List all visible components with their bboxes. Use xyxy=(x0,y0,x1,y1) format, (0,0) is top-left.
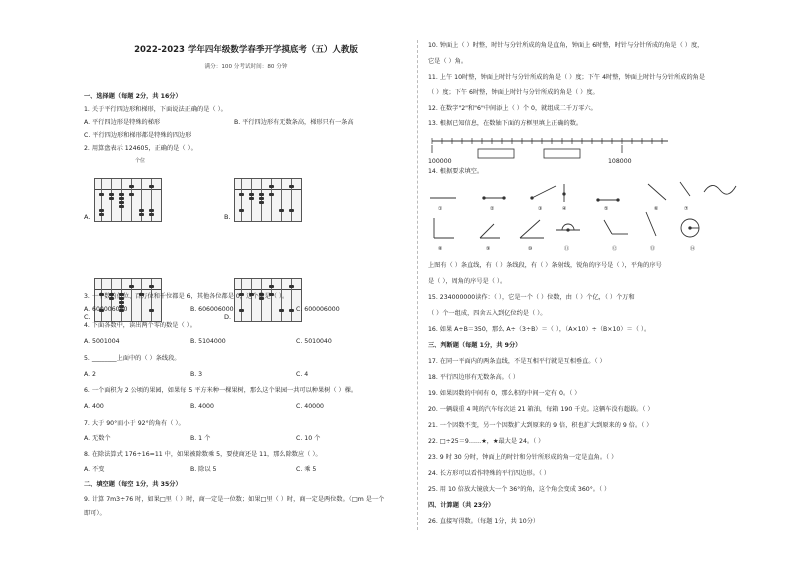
question-22: 22. □÷25＝9……★，★最大是 24。（ ） xyxy=(428,438,545,445)
question-15-cont: （ ）个一组成，四舍五入到亿位约是（ ）。 xyxy=(428,310,547,317)
abacus-b xyxy=(234,178,302,222)
q3-option-a: A. 600006000 xyxy=(84,306,128,313)
question-9: 9. 计算 7m3÷76 时，如果□里（ ）时，商一定是一位数；如果□里（ ）时，商一定是两位数。（□m 是一个 xyxy=(84,496,385,503)
question-18: 18. 平行四边形有无数条高。（ ） xyxy=(428,374,520,381)
question-15: 15. 234000000读作：（ ），它是一个（ ）位数，由（ ）个亿，（ ）个万和 xyxy=(428,294,635,301)
figure-number-label: ④ xyxy=(562,206,567,212)
question-14: 14. 根据要求填空。 xyxy=(428,168,484,175)
exam-info: 满分：100 分考试时间：80 分钟 xyxy=(204,64,288,70)
question-7: 7. 大于 90°而小于 92°的角有（ ）。 xyxy=(84,420,185,427)
q2-option-d: D. xyxy=(224,313,232,321)
q1-option-c: C. 平行四边形和梯形都是特殊的四边形 xyxy=(84,132,192,139)
answer-box-1 xyxy=(478,149,514,158)
question-11: 11. 上午 10时整，钟面上时针与分针所成的角是（ ）度；下午 4时整，钟面上时针与分针所成的角是 xyxy=(428,74,706,81)
q6-option-b: B. 4000 xyxy=(190,403,214,410)
figure-number-label: ⑬ xyxy=(650,246,656,252)
q1-option-b: B. 平行四边形有无数条高，梯形只有一条高 xyxy=(234,119,354,126)
question-10-cont: 它是（ ）角。 xyxy=(428,58,468,65)
section-fill-blank: 二、填空题（每空 1分，共 35分） xyxy=(84,481,182,488)
q1-option-a: A. 平行四边形是特殊的梯形 xyxy=(84,119,161,126)
figure-number-label: ⑭ xyxy=(690,246,696,252)
figure-number-label: ⑪ xyxy=(564,246,570,252)
question-6: 6. 一个面积为 2 公顷的果园，如果每 5 平方米种一棵果树，那么这个果园一共可以种果树（ ）棵。 xyxy=(84,387,358,394)
figure-number-label: ⑤ xyxy=(604,206,609,212)
figure-number-label: ⑧ xyxy=(438,246,443,252)
question-2: 2. 用算盘表示 124605，正确的是（ ）。 xyxy=(84,145,197,152)
figure-number-label: ⑥ xyxy=(654,206,659,212)
q7-option-b: B. 1 个 xyxy=(190,435,211,442)
q2-option-a: A. xyxy=(84,213,91,221)
q6-option-c: C. 40000 xyxy=(296,403,324,410)
question-21: 21. 一个因数不变，另一个因数扩大到原来的 9 倍，积也扩大到原来的 9 倍。（ ） xyxy=(428,422,653,429)
q8-option-b: B. 除以 5 xyxy=(190,466,217,473)
q6-option-a: A. 400 xyxy=(84,403,104,410)
question-4: 4. 下面各数中，读出两个零的数是（ ）。 xyxy=(84,322,196,329)
question-23: 23. 9 时 30 分时，钟面上的时针和分针所形成的角一定是直角。（ ） xyxy=(428,454,618,461)
question-16: 16. 如果 A÷B＝350，那么 A÷（3÷B）＝（ ），（A×10）÷（B×10）＝（ ）。 xyxy=(428,326,651,333)
question-13: 13. 根据已知信息，在数轴下面的方框里填上正确的数。 xyxy=(428,120,583,127)
question-9-cont: 即可）。 xyxy=(84,510,106,517)
q5-option-c: C. 4 xyxy=(296,371,309,378)
question-12: 12. 在数字"2"和"6"中间添上（ ）个 0，就组成二千万零六。 xyxy=(428,105,597,112)
figure-number-label: ① xyxy=(438,206,443,212)
answer-box-2 xyxy=(544,149,580,158)
question-25: 25. 用 10 倍放大镜放大一个 36°的角，这个角会变成 360°。（ ） xyxy=(428,486,611,493)
question-17: 17. 在同一平面内的两条直线，不是互相平行就是互相垂直。（ ） xyxy=(428,358,606,365)
question-20: 20. 一辆载重 4 吨的汽车每次运 21 箱油，每箱 190 千克。这辆车没有超载。（ ） xyxy=(428,406,654,413)
q5-option-b: B. 3 xyxy=(190,371,203,378)
question-19: 19. 如果因数的中间有 0，那么积的中间一定有 0。（ ） xyxy=(428,390,581,397)
q4-option-a: A. 5001004 xyxy=(84,338,120,345)
number-line xyxy=(428,131,678,163)
column-divider xyxy=(417,40,418,530)
q4-option-c: C. 5010040 xyxy=(296,338,332,345)
question-26: 26. 直接写得数。（每题 1分，共 10分） xyxy=(428,518,540,525)
abacus-a xyxy=(94,178,162,222)
figure-number-label: ⑦ xyxy=(684,206,689,212)
q4-option-b: B. 5104000 xyxy=(190,338,226,345)
section-true-false: 三、判断题（每题 1分，共 9分） xyxy=(428,342,522,349)
section-choice: 一、选择题（每题 2分，共 16分） xyxy=(84,93,182,100)
question-11-cont: （ ）度；下午 6时整，钟面上时针与分针所成的角是（ ）度。 xyxy=(428,89,599,96)
q5-option-a: A. 2 xyxy=(84,371,96,378)
q7-option-a: A. 无数个 xyxy=(84,435,111,442)
axis-label-left: 100000 xyxy=(428,158,452,165)
section-calculation: 四、计算题（共 23分） xyxy=(428,502,495,509)
figure-number-label: ③ xyxy=(538,206,543,212)
q3-option-b: B. 606006000 xyxy=(190,306,234,313)
page-title: 2022-2023 学年四年级数学春季开学摸底考（五）人教版 xyxy=(134,45,358,55)
question-14-answer-cont: 是（ ），周角的序号是（ ）。 xyxy=(428,278,507,285)
axis-label-right: 108000 xyxy=(608,158,632,165)
q3-option-c: C. 600006000 xyxy=(296,306,340,313)
figure-number-label: ② xyxy=(490,206,495,212)
question-1: 1. 关于平行四边形和梯形，下面说法正确的是（ ）。 xyxy=(84,106,227,113)
question-14-answer: 上图有（ ）条直线，有（ ）条线段，有（ ）条射线，锐角的序号是（ ），平角的序号 xyxy=(428,262,662,269)
q2-option-c: C. xyxy=(84,313,91,321)
question-5: 5. ________上面中的（ ）条线段。 xyxy=(84,355,181,362)
digit-position-label: 个位 xyxy=(135,158,146,164)
figure-number-label: ⑩ xyxy=(528,246,533,252)
q8-option-a: A. 不变 xyxy=(84,466,105,473)
question-8: 8. 在除法算式 176÷16=11 中，如果被除数乘 5，要使商还是 11，那么除数应（ ）。 xyxy=(84,451,322,458)
figure-number-label: ⑨ xyxy=(486,246,491,252)
geometry-figures xyxy=(428,180,768,256)
figure-number-label: ⑫ xyxy=(612,246,618,252)
question-10: 10. 钟面上（ ）时整，时针与分针所成的角是直角，钟面上 6时整，时针与分针所成的角是（ ）度， xyxy=(428,42,704,49)
question-24: 24. 长方形可以看作特殊的平行四边形。（ ） xyxy=(428,470,551,477)
question-3: 3. 一个数的亿位、百万位和千位都是 6，其他各位都是 0，这个数是（ ）。 xyxy=(84,293,289,300)
q7-option-c: C. 10 个 xyxy=(296,435,321,442)
q2-option-b: B. xyxy=(224,213,231,221)
q8-option-c: C. 乘 5 xyxy=(296,466,317,473)
